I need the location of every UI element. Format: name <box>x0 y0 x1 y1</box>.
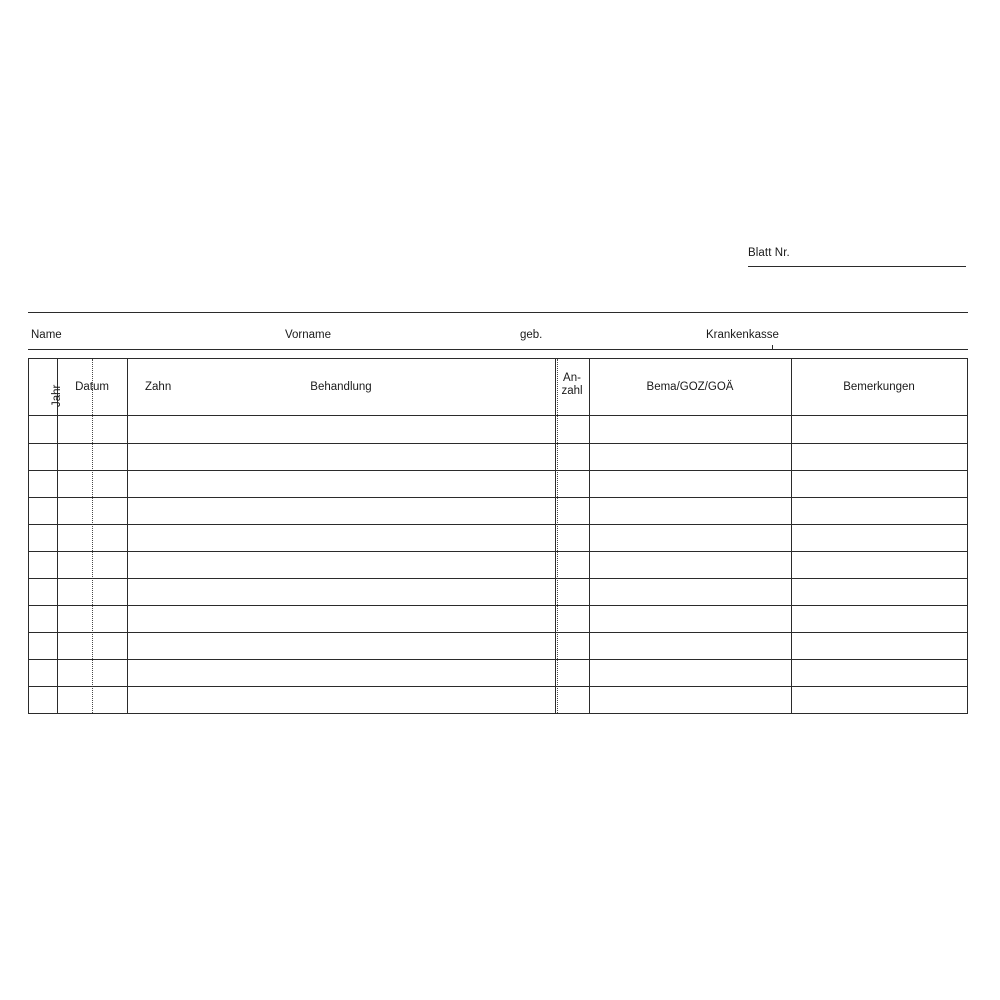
table-row[interactable] <box>29 659 967 660</box>
table-row[interactable] <box>29 470 967 471</box>
field-label-vorname: Vorname <box>285 329 332 341</box>
blatt-nr-block <box>748 246 968 260</box>
column-header-zahn: Zahn <box>145 381 172 393</box>
table-row[interactable] <box>29 578 967 579</box>
column-header-behandlung: Behandlung <box>310 381 372 393</box>
field-label-name: Name <box>31 329 62 341</box>
patient-header-band <box>28 312 968 350</box>
column-header-jahr: Jahr <box>51 384 63 407</box>
table-row[interactable] <box>29 551 967 552</box>
krankenkasse-tick-mark <box>772 345 773 349</box>
column-header-bema: Bema/GOZ/GOÄ <box>646 381 734 393</box>
column-header-anzahl <box>555 372 589 397</box>
table-header-separator <box>29 415 967 416</box>
column-header-anzahl-line1: An- <box>563 372 581 384</box>
table-row[interactable] <box>29 497 967 498</box>
column-header-anzahl-line2: zahl <box>561 384 583 397</box>
treatment-table <box>28 358 968 714</box>
field-label-krankenkasse: Krankenkasse <box>706 329 779 341</box>
blatt-nr-label: Blatt Nr. <box>748 247 790 259</box>
blatt-nr-input-line[interactable] <box>748 266 966 267</box>
field-label-geb: geb. <box>520 329 543 341</box>
table-row[interactable] <box>29 605 967 606</box>
table-row[interactable] <box>29 686 967 687</box>
column-header-bemerkungen: Bemerkungen <box>843 381 915 393</box>
table-row[interactable] <box>29 443 967 444</box>
column-header-datum: Datum <box>75 381 109 393</box>
table-row[interactable] <box>29 632 967 633</box>
table-row[interactable] <box>29 524 967 525</box>
